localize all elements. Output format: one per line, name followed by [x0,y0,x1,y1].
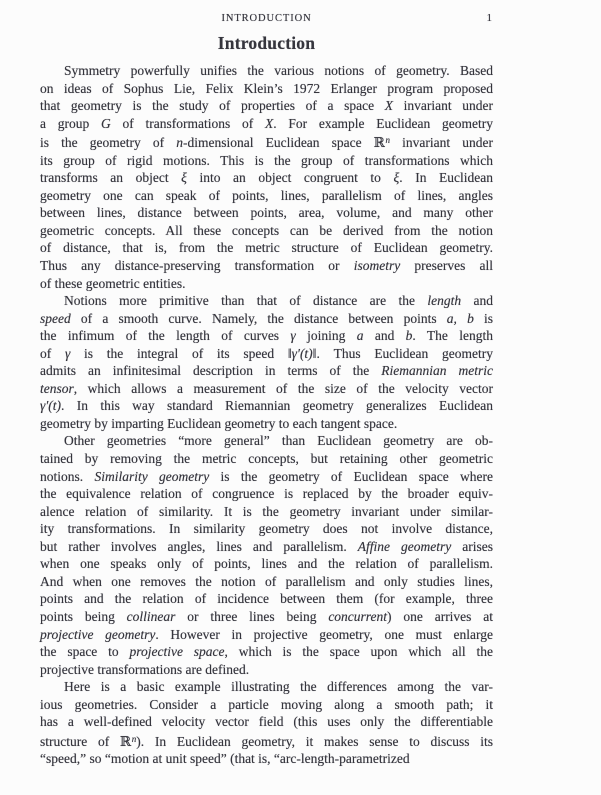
text-run: structure of ℝ [40,733,132,749]
italic-term: projective space [129,644,225,660]
text-run: of [40,345,65,361]
math-symbol: G [100,115,111,131]
italic-term: tensor [40,380,74,396]
text-run: that geometry is the study of properties of a space [40,98,385,114]
text-line [40,327,493,345]
text-run: geometry one can speak of points, lines, parallelism of lines, angles [40,187,493,203]
text-line [40,169,493,187]
text-run: ious geometries. Consider a particle moving along a smooth path; it [40,696,493,712]
text-run: and [461,293,493,309]
text-line [40,450,493,468]
text-run: And when one removes the notion of parallelism and only studies lines, [40,573,493,589]
running-title: INTRODUCTION [221,13,312,24]
text-line [40,590,493,608]
math-symbol: b [405,328,413,344]
text-run: and [363,328,406,344]
text-run: ) one arrives at [387,608,494,624]
text-run: invariant under [393,98,493,114]
text-run: admits an infinitesimal description in terms of the [40,363,382,379]
text-line [40,345,493,363]
text-run: is the geometry of [40,135,177,151]
text-line [40,152,493,170]
text-line [40,80,493,98]
math-symbol: γ′(t) [40,398,62,414]
text-line [40,678,493,696]
paragraph [40,292,493,432]
text-run: has a well-defined velocity vector field (this uses only the differentiable [40,714,493,730]
text-run: of transformations of [110,115,265,131]
text-run: Here is a basic example illustrating the differences among the var- [64,679,493,695]
math-symbol: X [384,98,393,114]
text-line [40,62,493,80]
text-run: Symmetry powerfully unifies the various notions of geometry. Based [64,63,493,78]
text-line [40,503,493,521]
text-run: a group [40,115,101,131]
text-run: Thus any distance-preserving transformation or [40,258,354,274]
text-line [40,661,493,679]
text-run: . For example Euclidean geometry [273,115,493,131]
paragraph [40,62,493,292]
italic-term: Similarity geometry [94,468,210,484]
text-line [40,187,493,205]
text-run: . In Euclidean [399,170,493,186]
italic-term: isometry [353,258,401,274]
text-run: tained by removing the metric concepts, but retaining other geometric [40,451,493,467]
text-run: alence relation of similarity. It is the geometry invariant under similar- [40,503,493,519]
text-line [40,555,493,573]
text-line [40,257,493,275]
italic-term: speed [40,310,71,326]
text-run: is [473,310,493,326]
text-line [40,275,493,293]
text-run: geometry by imparting Euclidean geometry to each tangent space. [40,415,398,431]
math-symbol: ξ [393,170,400,186]
text-line [40,731,493,751]
text-line [40,573,493,591]
text-run: points being [40,608,127,624]
text-line [40,204,493,222]
text-run: -dimensional Euclidean space ℝ [182,135,385,151]
text-run: of a smooth curve. Namely, the distance between points [70,310,447,326]
text-line [40,239,493,257]
text-line [40,222,493,240]
text-line [40,468,493,486]
text-line [40,397,493,415]
text-line [40,643,493,661]
text-line [40,538,493,556]
text-line [40,750,493,768]
math-symbol: γ [64,345,71,361]
text-run: projective transformations are defined. [40,661,250,677]
text-run: the space to [40,644,130,660]
text-line [40,132,493,152]
text-line [40,608,493,626]
running-header [40,12,493,25]
text-run: Notions more primitive than that of distance are the [64,293,428,309]
text-run: . However in projective geometry, one must enlarge [155,626,493,642]
math-symbol: ξ [181,170,187,186]
text-run: on ideas of Sophus Lie, Felix Klein’s 1972 Erlanger program proposed [40,80,493,96]
text-run: but rather involves angles, lines and parallelism. [40,538,358,554]
italic-term: concurrent [328,608,388,624]
math-symbol: ‖γ′(t)‖ [287,345,317,361]
text-run: the equivalence relation of congruence is replaced by the broader equiv- [40,486,493,502]
math-symbol: n [176,135,183,151]
text-run: its group of rigid motions. This is the group of transformations which [40,152,493,168]
text-line [40,292,493,310]
text-line [40,520,493,538]
text-run: . The length [412,328,493,344]
text-run: . Thus Euclidean geometry [316,345,493,361]
text-line [40,485,493,503]
text-run: when one speaks only of points, lines and the relation of parallelism. [40,556,493,572]
text-run: Other geometries “more general” than Euclidean geometry are ob- [64,433,493,449]
text-run: into an object congruent to [186,170,394,186]
text-line [40,310,493,328]
paragraph [40,432,493,678]
text-run: or three lines being [175,608,329,624]
text-run: joining [295,328,357,344]
math-symbol: X [264,115,274,131]
italic-term: Riemannian metric [381,363,493,379]
text-run: ity transformations. In similarity geometry does not involve distance, [40,521,493,537]
math-symbol: a [356,328,364,344]
superscript: n [385,135,390,146]
text-run: invariant under [390,135,493,151]
text-line [40,432,493,450]
chapter-title: Introduction [217,33,316,53]
italic-term: Affine geometry [357,538,452,554]
text-run: geometric concepts. All these concepts can be derived from the notion [40,222,493,238]
text-line [40,362,493,380]
text-line [40,626,493,644]
text-run: “speed,” so “motion at unit speed” (that is, “arc-length-parametrized [40,751,410,767]
text-run: ). In Euclidean geometry, it makes sense to discuss its [136,733,493,749]
text-line [40,696,493,714]
paragraphs [40,62,493,768]
paragraph [40,678,493,768]
italic-term: projective geometry [40,626,156,642]
text-run: points and the relation of incidence between them (for example, three [40,591,493,607]
text-line [40,713,493,731]
text-run: between lines, distance between points, area, volume, and many other [40,205,493,221]
text-run: notions. [40,468,95,484]
text-run: of distance, that is, from the metric structure of Euclidean geometry. [40,240,493,256]
text-run: the infimum of the length of curves [40,328,291,344]
text-run: transforms an object [40,170,182,186]
math-symbol: γ [290,328,296,344]
superscript: n [131,733,137,744]
text-run: is the geometry of Euclidean space where [209,468,493,484]
text-run: preserves all [400,258,494,274]
text-run: arises [451,538,493,554]
italic-term: collinear [126,608,176,624]
text-run: , which allows a measurement of the size of the velocity vector [73,380,493,396]
text-run: is the integral of its speed [70,345,288,361]
text-run: , which is the space upon which all the [224,644,493,660]
text-line [40,380,493,398]
body-text [40,62,493,768]
text-run: of these geometric entities. [40,275,186,291]
page-number: 1 [486,12,492,24]
text-line [40,415,493,433]
text-run: . In this way standard Riemannian geometry generalizes Euclidean [61,398,493,414]
math-symbol: a, b [446,310,474,326]
text-line [40,97,493,115]
text-line [40,115,493,133]
italic-term: length [427,293,462,309]
